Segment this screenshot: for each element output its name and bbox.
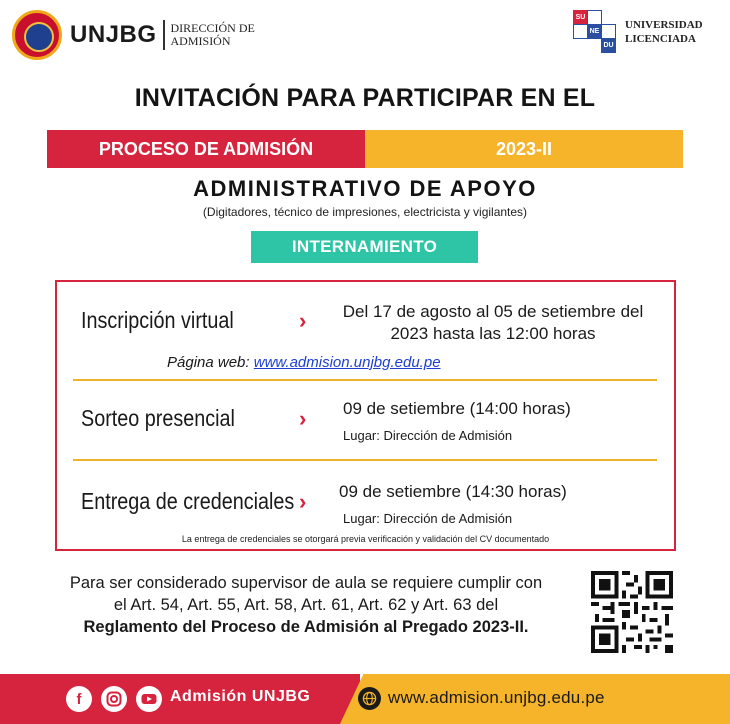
chevron-right-icon: ›: [299, 308, 307, 333]
social-handle: Admisión UNJBG: [170, 688, 311, 705]
section-divider: [73, 379, 657, 381]
divider: [163, 20, 165, 50]
sunedu-cell: NE: [587, 24, 602, 39]
credentials-note: La entrega de credenciales se otorgará previa verificación y validación del CV documentado: [181, 534, 550, 544]
draw-place: Lugar: Dirección de Admisión: [343, 428, 513, 443]
registration-dates: Del 17 de agosto al 05 de setiembre del 2023 hasta las 12:00 horas: [342, 302, 644, 343]
period-band: 2023-II: [365, 130, 683, 168]
process-band: PROCESO DE ADMISIÓN: [47, 130, 365, 168]
instagram-icon[interactable]: [101, 686, 127, 712]
schedule-box: [55, 280, 676, 551]
youtube-icon[interactable]: [136, 686, 162, 712]
globe-icon: [358, 687, 381, 710]
sunedu-cell: SU: [573, 10, 588, 25]
position-title: ADMINISTRATIVO DE APOYO: [193, 176, 537, 201]
unjbg-logo-group: [12, 6, 255, 64]
roles-list: (Digitadores, técnico de impresiones, electricista y vigilantes): [202, 205, 528, 219]
schedule-label-draw: Sorteo presencial: [81, 405, 235, 431]
department-name: DIRECCIÓN DE ADMISIÓN: [170, 21, 255, 48]
schedule-label-registration: Inscripción virtual: [81, 307, 234, 333]
footer-website-link[interactable]: www.admision.unjbg.edu.pe: [388, 688, 605, 707]
university-seal-icon: [12, 10, 62, 60]
page-title: INVITACIÓN PARA PARTICIPAR EN EL: [134, 84, 596, 112]
sunedu-badge-group: [573, 10, 703, 54]
section-divider: [73, 459, 657, 461]
website-line: Página web: www.admision.unjbg.edu.pe: [167, 354, 441, 371]
credentials-date: 09 de setiembre (14:30 horas): [339, 482, 567, 501]
sunedu-cell: DU: [601, 38, 616, 53]
draw-date: 09 de setiembre (14:00 horas): [343, 399, 571, 418]
internamiento-badge: INTERNAMIENTO: [251, 231, 478, 263]
sunedu-logo-icon: [573, 10, 617, 54]
brand-name: UNJBG: [70, 21, 157, 48]
schedule-label-credentials: Entrega de credenciales: [81, 488, 295, 514]
chevron-right-icon: ›: [299, 406, 307, 431]
requirement-text: Para ser considerado supervisor de aula se requiere cumplir con el Art. 54, Art. 55, Art. 58, Art. 61, Art. 62 y Art. 63 del Reglamento del Proceso de Admisión al Pregado 2023-II.: [69, 574, 543, 636]
credentials-place: Lugar: Dirección de Admisión: [343, 511, 513, 526]
licensed-university-label: UNIVERSIDAD LICENCIADA: [625, 19, 703, 45]
footer-bar: [0, 674, 730, 724]
website-link[interactable]: www.admision.unjbg.edu.pe: [253, 354, 441, 371]
facebook-icon[interactable]: f: [66, 686, 92, 712]
chevron-right-icon: ›: [299, 489, 307, 514]
qr-code-icon: [591, 571, 673, 653]
